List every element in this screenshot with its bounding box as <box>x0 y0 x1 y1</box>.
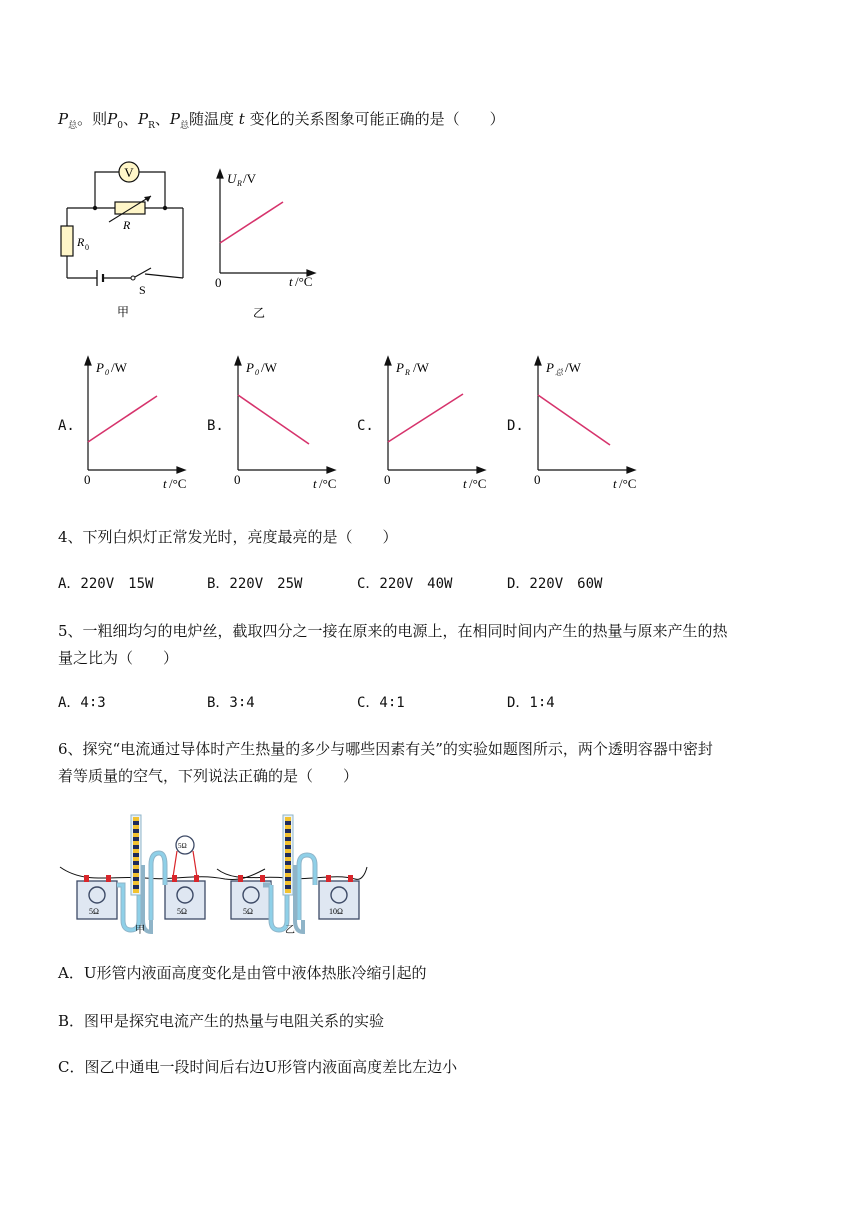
graph-yi-line <box>220 202 283 243</box>
svg-text:5Ω: 5Ω <box>89 907 99 916</box>
svg-text:/W: /W <box>261 360 277 375</box>
svg-text:10Ω: 10Ω <box>329 907 343 916</box>
option-b-graph <box>225 352 350 497</box>
svg-text:甲: 甲 <box>135 925 145 936</box>
svg-text:U: U <box>227 171 237 186</box>
svg-text:/W: /W <box>565 360 581 375</box>
q6-stem-line1: 6、探究“电流通过导体时产生热量的多少与哪些因素有关”的实验如题图所示，两个透明容器中密封 <box>58 740 713 758</box>
svg-text:乙: 乙 <box>285 925 295 936</box>
svg-text:P: P <box>546 360 554 375</box>
svg-text:V: V <box>124 165 134 180</box>
resistor-r0-icon <box>61 226 73 256</box>
option-a-label[interactable]: A. <box>58 418 75 434</box>
svg-text:0: 0 <box>255 368 259 377</box>
svg-text:0: 0 <box>85 243 89 252</box>
svg-text:0: 0 <box>105 368 109 377</box>
svg-text:乙: 乙 <box>253 306 266 320</box>
svg-text:5Ω: 5Ω <box>178 842 187 850</box>
svg-text:5Ω: 5Ω <box>243 907 253 916</box>
svg-text:P: P <box>96 360 104 375</box>
q5-option-a[interactable]: A．4∶3 <box>58 695 106 711</box>
circuit-caption: 甲 <box>117 305 130 319</box>
svg-text:t: t <box>313 476 317 491</box>
setup-yi <box>217 815 367 936</box>
option-d-line <box>538 395 610 445</box>
svg-text:/°C: /°C <box>469 476 487 491</box>
svg-text:R: R <box>77 235 85 249</box>
svg-text:5Ω: 5Ω <box>177 907 187 916</box>
svg-text:0: 0 <box>534 472 541 487</box>
option-d-label[interactable]: D. <box>507 418 524 434</box>
svg-text:0: 0 <box>384 472 391 487</box>
q3-intro: $P_总$。则$P_0$、$P_R$、$P_总$随温度 t 变化的关系图象可能正确的是（ ） <box>58 110 505 131</box>
svg-text:/W: /W <box>413 360 429 375</box>
q4-option-c[interactable]: C．220V 40W <box>357 576 453 592</box>
svg-text:R: R <box>123 218 131 232</box>
q4-stem: 4、下列白炽灯正常发光时，亮度最亮的是（ ） <box>58 528 398 546</box>
option-a-graph <box>75 352 200 497</box>
svg-text:/°C: /°C <box>295 274 313 289</box>
option-c-graph <box>375 352 500 497</box>
svg-text:P: P <box>246 360 254 375</box>
svg-text:/°C: /°C <box>169 476 187 491</box>
voltmeter-icon <box>119 162 139 182</box>
battery-icon <box>97 270 103 286</box>
q4-option-d[interactable]: D．220V 60W <box>507 576 603 592</box>
option-d-graph <box>525 352 655 497</box>
q5-stem-line2: 量之比为（ ） <box>58 649 179 667</box>
circuit-diagram <box>55 150 195 325</box>
svg-text:t: t <box>289 274 293 289</box>
q6-option-a[interactable]: A．U形管内液面高度变化是由管中液体热胀冷缩引起的 <box>58 964 427 982</box>
q4-option-b[interactable]: B．220V 25W <box>207 576 303 592</box>
q5-option-c[interactable]: C．4∶1 <box>357 695 405 711</box>
option-b-label[interactable]: B. <box>207 418 224 434</box>
svg-text:0: 0 <box>84 472 91 487</box>
q6-option-b[interactable]: B．图甲是探究电流产生的热量与电阻关系的实验 <box>58 1012 385 1030</box>
svg-text:/°C: /°C <box>619 476 637 491</box>
svg-text:S: S <box>139 283 146 297</box>
q5-option-b[interactable]: B．3∶4 <box>207 695 255 711</box>
q5-option-d[interactable]: D．1∶4 <box>507 695 555 711</box>
svg-text:P: P <box>396 360 404 375</box>
svg-text:/°C: /°C <box>319 476 337 491</box>
svg-text:t: t <box>463 476 467 491</box>
q4-option-a[interactable]: A．220V 15W <box>58 576 154 592</box>
option-c-label[interactable]: C. <box>357 418 374 434</box>
svg-text:R: R <box>237 179 242 188</box>
svg-text:0: 0 <box>234 472 241 487</box>
svg-text:/V: /V <box>243 171 256 186</box>
option-c-line <box>388 394 463 442</box>
svg-text:t: t <box>163 476 167 491</box>
experiment-figure <box>55 805 375 940</box>
option-a-line <box>88 396 157 442</box>
graph-yi <box>205 165 325 325</box>
svg-text:总: 总 <box>555 368 563 377</box>
option-b-line <box>238 395 309 444</box>
svg-text:/W: /W <box>111 360 127 375</box>
q5-stem-line1: 5、一粗细均匀的电炉丝，截取四分之一接在原来的电源上，在相同时间内产生的热量与原来产生的热 <box>58 622 728 640</box>
svg-text:t: t <box>613 476 617 491</box>
svg-text:R: R <box>405 368 410 377</box>
q6-option-c[interactable]: C．图乙中通电一段时间后右边U形管内液面高度差比左边小 <box>58 1058 458 1076</box>
q6-stem-line2: 着等质量的空气，下列说法正确的是（ ） <box>58 767 359 785</box>
svg-text:0: 0 <box>215 275 222 290</box>
